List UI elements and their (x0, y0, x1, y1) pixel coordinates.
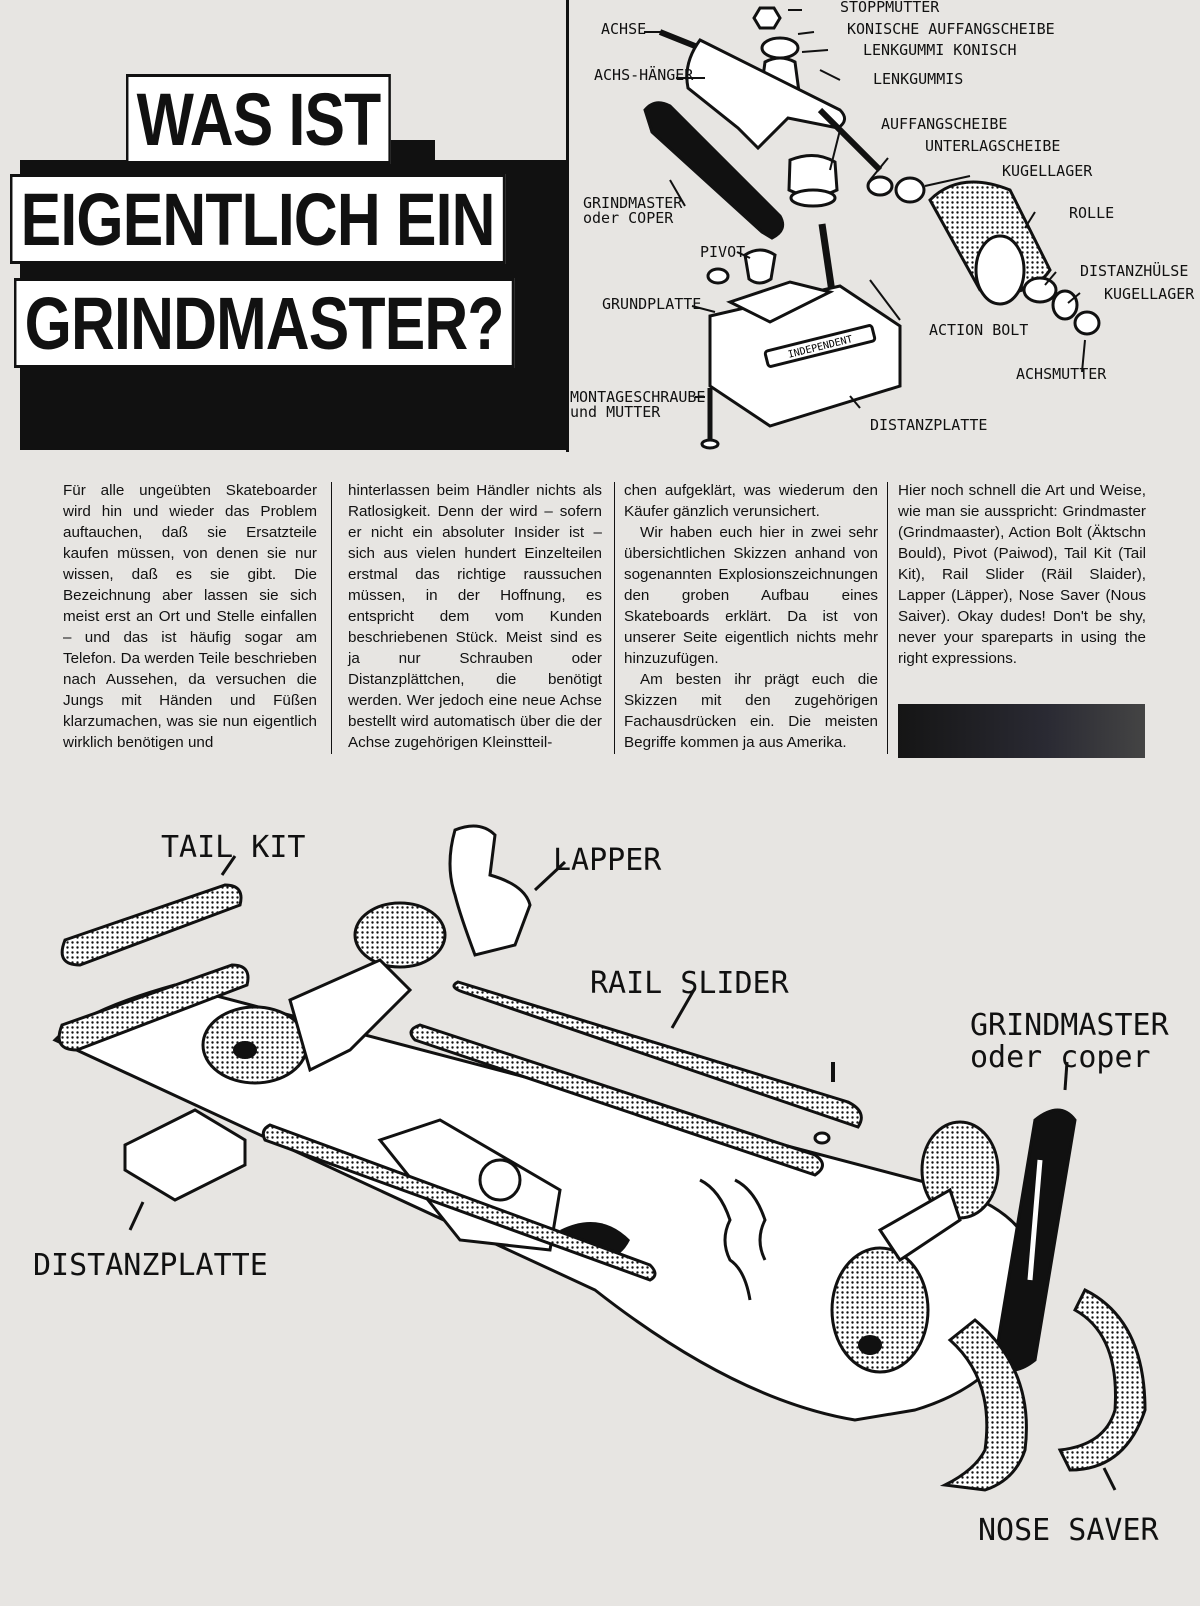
label-unterlagscheibe: UNTERLAGSCHEIBE (925, 137, 1061, 155)
bearing-2-icon (1053, 291, 1077, 319)
label-auffangscheibe: AUFFANGSCHEIBE (881, 115, 1008, 133)
label-rail-slider: RAIL SLIDER (590, 966, 789, 1001)
label-distanzplatte-board: DISTANZPLATTE (33, 1248, 268, 1283)
nose-saver-icon (1060, 1290, 1145, 1470)
label-montageschraube-1: MONTAGESCHRAUBE (570, 388, 706, 406)
article-col3-p2: Wir haben euch hier in zwei sehr übersichtlichen Skizzen anhand von sogenannten Explosionszeichnungen den groben Aufbau eines Skateboards erklärt. Da ist von unserer Seite eigentlich nichts mehr hinzuzufügen. (624, 524, 878, 667)
label-grindmaster-1: GRINDMASTER (583, 194, 683, 212)
label-distanzplatte-top: DISTANZPLATTE (870, 416, 988, 434)
axle-hanger-icon (687, 40, 845, 148)
article-column-2 (348, 480, 602, 753)
label-grundplatte: GRUNDPLATTE (602, 295, 702, 313)
spacer-icon (1024, 278, 1056, 302)
washer-icon (791, 190, 835, 206)
label-grindmaster-2: oder COPER (583, 209, 674, 227)
dark-bar (898, 704, 1145, 758)
board-exploded-diagram (0, 800, 1200, 1600)
column-rule-3 (887, 482, 888, 754)
article-column-1 (63, 480, 317, 753)
label-pivot: PIVOT (700, 243, 746, 261)
baseplate-brand: INDEPENDENT (786, 334, 854, 361)
tail-kit-icon (62, 885, 241, 965)
column-rule-2 (614, 482, 615, 754)
column-rule-1 (331, 482, 332, 754)
article-col4-text: Hier noch schnell die Art und Weise, wie man sie ausspricht: Grindmaster (Grindmaaster), Action Bolt (Äktschn Bould), Pivot (Paiwod), Tail Kit (Tail Kit), Rail Slider (Räil Slaider), Lapper (Läpper), Nose Saver (Nous Saiver). Okay dudes! Don't be shy, never your spareparts in using the right expressions. (898, 482, 1146, 667)
pivot-cup-icon (745, 250, 775, 283)
label-action-bolt: ACTION BOLT (929, 321, 1029, 339)
label-achs-haenger: ACHS-HÄNGER (594, 66, 694, 84)
label-nose-saver: NOSE SAVER (978, 1513, 1159, 1548)
label-konische-auffangscheibe: KONISCHE AUFFANGSCHEIBE (847, 20, 1055, 38)
headline-line-3: GRINDMASTER? (14, 278, 514, 368)
axle-nut-icon (1075, 312, 1099, 334)
rear-wheel-1-icon (355, 903, 445, 967)
stop-nut-icon (754, 8, 780, 28)
article-col3-p1: chen aufgeklärt, was wiederum den Käufer gänzlich verunsichert. (624, 482, 878, 520)
washer-small-icon (868, 177, 892, 195)
label-achse: ACHSE (601, 20, 647, 38)
label-rolle: ROLLE (1069, 204, 1115, 222)
label-stoppmutter: STOPPMUTTER (840, 0, 940, 16)
article-col3-p3: Am besten ihr prägt euch die Skizzen mit den zugehörigen Fachausdrücken ein. Die meisten Begriffe kommen ja aus Amerika. (624, 671, 878, 751)
article-column-3 (624, 480, 878, 753)
headline-line-2: EIGENTLICH EIN (10, 174, 505, 264)
label-kugellager-1: KUGELLAGER (1002, 162, 1093, 180)
bearing-icon (896, 178, 924, 202)
front-wheel-2-icon (832, 1248, 928, 1372)
headline-line-1: WAS IST (126, 74, 391, 164)
label-montageschraube-2: und MUTTER (570, 403, 661, 421)
article-col1-text: Für alle ungeübten Skateboarder wird hin und wieder das Problem auftauchen, daß sie Ersatzteile kaufen müssen, von denen sie nur wissen, daß es sie gibt. Die Bezeichnung aber lassen sie sich meist erst an Ort und Stelle einfallen – und das ist häufig sogar am Telefon. Da werden Teile beschrieben nach Aussehen, da versuchen die Jungs mit Händen und Füßen klarzumachen, was sie nun eigentlich wirklich benötigen und (63, 482, 317, 751)
label-grindmaster-coper-1: GRINDMASTER (970, 1008, 1169, 1043)
label-tail-kit: TAIL KIT (161, 830, 306, 865)
riser-pad-icon (125, 1110, 245, 1200)
label-achsmutter: ACHSMUTTER (1016, 365, 1107, 383)
label-grindmaster-coper-2: oder coper (970, 1040, 1151, 1075)
label-kugellager-2: KUGELLAGER (1104, 285, 1195, 303)
label-lenkgummi-konisch: LENKGUMMI KONISCH (863, 41, 1017, 59)
label-lapper: LAPPER (553, 843, 662, 878)
pivot-nut-icon (708, 269, 728, 283)
wheel-face-icon (976, 236, 1024, 304)
label-lenkgummis: LENKGUMMIS (873, 70, 964, 88)
divider-vertical (566, 0, 569, 452)
label-distanzhuelse: DISTANZHÜLSE (1080, 262, 1189, 280)
article-col2-text: hinterlassen beim Händler nichts als Ratlosigkeit. Denn der wird – sofern er nicht ein absoluter Insider ist – sich aus vielen hundert Einzelteilen erstmal das richtige raussuchen müssen, in der Hoffnung, es entspricht dem vom Kunden beschriebenen Stück. Meist sind es ja nur Schrauben oder Distanzplättchen, die benötigt werden. Wer jedoch eine neue Achse bestellt wird automatisch über die der Achse zugehörigen Kleinstteil- (348, 482, 602, 751)
lapper-icon (450, 826, 530, 955)
article-column-4 (898, 480, 1146, 669)
nut-icon (815, 1133, 829, 1143)
headline-block (0, 0, 568, 452)
cone-washer-icon (762, 38, 798, 58)
rear-wheel-2-icon (203, 1007, 307, 1083)
